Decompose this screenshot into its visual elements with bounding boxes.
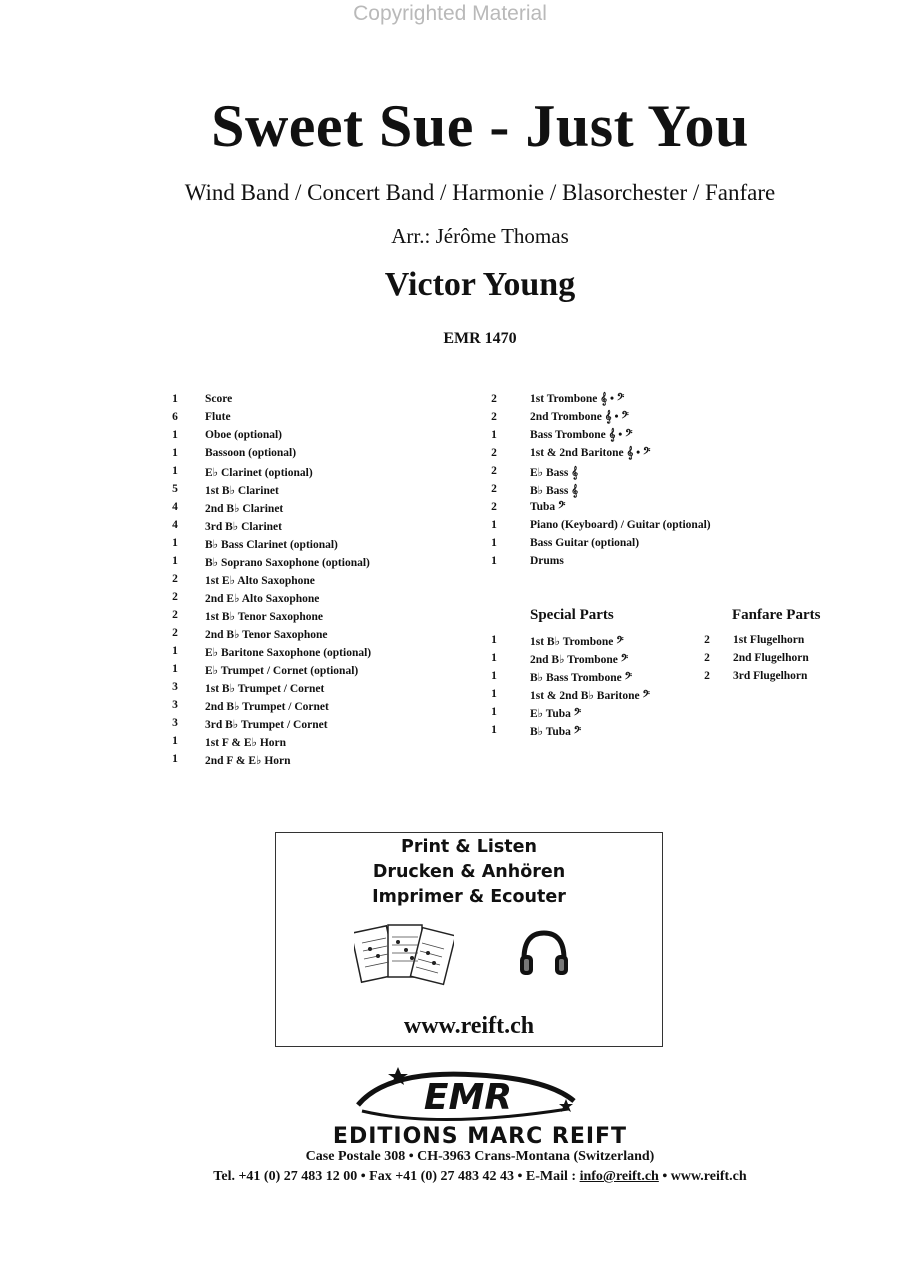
part-quantity: 2 <box>491 447 497 459</box>
part-quantity: 2 <box>172 573 178 585</box>
part-name: 1st F & E♭ Horn <box>205 737 287 749</box>
part-name: E♭ Trumpet / Cornet (optional) <box>205 665 359 677</box>
part-quantity: 2 <box>491 465 497 477</box>
part-quantity: 2 <box>172 627 178 639</box>
part-name: E♭ Bass 𝄞 <box>530 467 579 479</box>
part-quantity: 5 <box>172 483 178 495</box>
part-quantity: 1 <box>491 724 497 736</box>
part-quantity: 2 <box>491 411 497 423</box>
part-quantity: 2 <box>704 634 710 646</box>
part-name: Piano (Keyboard) / Guitar (optional) <box>530 519 711 531</box>
part-name: 1st E♭ Alto Saxophone <box>205 575 315 587</box>
part-name: 1st B♭ Tenor Saxophone <box>205 611 324 623</box>
part-quantity: 1 <box>172 447 178 459</box>
part-quantity: 1 <box>172 645 178 657</box>
part-name: 3rd B♭ Trumpet / Cornet <box>205 719 328 731</box>
part-name: 3rd B♭ Clarinet <box>205 521 282 533</box>
contact-phone-fax: Tel. +41 (0) 27 483 12 00 • Fax +41 (0) 27 483 42 43 • E-Mail : <box>213 1169 580 1184</box>
part-quantity: 1 <box>491 555 497 567</box>
part-quantity: 1 <box>172 555 178 567</box>
part-name: 1st B♭ Trombone 𝄢 <box>530 636 624 648</box>
copyright-watermark: Copyrighted Material <box>353 2 547 25</box>
part-quantity: 1 <box>172 735 178 747</box>
arranger-credit: Arr.: Jérôme Thomas <box>391 224 569 248</box>
part-quantity: 2 <box>172 591 178 603</box>
part-quantity: 3 <box>172 681 178 693</box>
part-name: 2nd Trombone 𝄞 • 𝄢 <box>530 411 629 423</box>
part-name: Oboe (optional) <box>205 429 282 441</box>
part-name: 2nd E♭ Alto Saxophone <box>205 593 320 605</box>
part-quantity: 1 <box>491 429 497 441</box>
part-quantity: 2 <box>491 393 497 405</box>
sheet-music-icon <box>354 921 454 991</box>
part-quantity: 1 <box>491 652 497 664</box>
promo-line-french: Imprimer & Ecouter <box>372 887 566 907</box>
part-quantity: 3 <box>172 717 178 729</box>
composer-name: Victor Young <box>384 266 576 303</box>
part-name: 2nd B♭ Tenor Saxophone <box>205 629 328 641</box>
emr-logo <box>348 1065 584 1125</box>
part-quantity: 4 <box>172 501 178 513</box>
part-name: 1st Flugelhorn <box>733 634 805 646</box>
part-name: Bassoon (optional) <box>205 447 297 459</box>
part-quantity: 1 <box>491 519 497 531</box>
part-quantity: 1 <box>491 537 497 549</box>
part-quantity: 1 <box>491 670 497 682</box>
part-quantity: 2 <box>172 609 178 621</box>
part-name: 2nd Flugelhorn <box>733 652 809 664</box>
part-name: B♭ Bass 𝄞 <box>530 485 579 497</box>
catalog-number: EMR 1470 <box>443 330 517 347</box>
part-quantity: 1 <box>491 706 497 718</box>
part-name: 1st & 2nd B♭ Baritone 𝄢 <box>530 690 650 702</box>
part-quantity: 1 <box>172 663 178 675</box>
part-quantity: 2 <box>704 652 710 664</box>
part-name: B♭ Tuba 𝄢 <box>530 726 582 738</box>
part-name: 3rd Flugelhorn <box>733 670 808 682</box>
part-name: 2nd F & E♭ Horn <box>205 755 291 767</box>
piece-title: Sweet Sue - Just You <box>211 93 749 159</box>
fanfare-parts-heading: Fanfare Parts <box>732 607 821 623</box>
part-name: Score <box>205 393 233 405</box>
part-name: 2nd B♭ Trumpet / Cornet <box>205 701 329 713</box>
part-name: 1st & 2nd Baritone 𝄞 • 𝄢 <box>530 447 651 459</box>
part-name: 1st B♭ Trumpet / Cornet <box>205 683 325 695</box>
part-quantity: 1 <box>491 634 497 646</box>
part-name: B♭ Soprano Saxophone (optional) <box>205 557 370 569</box>
contact-website: • www.reift.ch <box>658 1169 747 1184</box>
part-name: Drums <box>530 555 564 567</box>
part-quantity: 1 <box>172 393 178 405</box>
part-name: E♭ Tuba 𝄢 <box>530 708 582 720</box>
promo-line-english: Print & Listen <box>401 837 537 857</box>
headphones-icon <box>516 925 572 981</box>
part-name: E♭ Baritone Saxophone (optional) <box>205 647 372 659</box>
promo-website-link[interactable]: www.reift.ch <box>403 1013 535 1039</box>
contact-email-link[interactable]: info@reift.ch <box>579 1169 659 1184</box>
part-name: 2nd B♭ Clarinet <box>205 503 284 515</box>
part-name: Bass Trombone 𝄞 • 𝄢 <box>530 429 633 441</box>
publisher-name: EDITIONS MARC REIFT <box>332 1124 628 1149</box>
part-quantity: 1 <box>172 537 178 549</box>
part-quantity: 2 <box>491 501 497 513</box>
part-quantity: 1 <box>172 429 178 441</box>
publisher-address: Case Postale 308 • CH-3963 Crans-Montana (Switzerland) <box>305 1149 655 1164</box>
logo-emr-text: EMR <box>423 1077 513 1118</box>
part-quantity: 1 <box>172 753 178 765</box>
ensemble-subtitle: Wind Band / Concert Band / Harmonie / Blasorchester / Fanfare <box>184 180 776 205</box>
part-name: B♭ Bass Trombone 𝄢 <box>530 672 632 684</box>
part-name: 2nd B♭ Trombone 𝄢 <box>530 654 629 666</box>
part-name: 1st B♭ Clarinet <box>205 485 279 497</box>
promo-line-german: Drucken & Anhören <box>372 862 566 882</box>
part-name: 1st Trombone 𝄞 • 𝄢 <box>530 393 625 405</box>
part-name: Flute <box>205 411 231 423</box>
part-name: Tuba 𝄢 <box>530 501 566 513</box>
part-quantity: 1 <box>491 688 497 700</box>
part-quantity: 4 <box>172 519 178 531</box>
part-name: Bass Guitar (optional) <box>530 537 640 549</box>
part-name: B♭ Bass Clarinet (optional) <box>205 539 338 551</box>
part-quantity: 6 <box>172 411 178 423</box>
part-quantity: 1 <box>172 465 178 477</box>
publisher-contact <box>0 1169 900 1185</box>
part-name: E♭ Clarinet (optional) <box>205 467 313 479</box>
special-parts-heading: Special Parts <box>530 607 614 623</box>
part-quantity: 2 <box>491 483 497 495</box>
print-listen-box <box>275 832 663 1047</box>
part-quantity: 3 <box>172 699 178 711</box>
part-quantity: 2 <box>704 670 710 682</box>
